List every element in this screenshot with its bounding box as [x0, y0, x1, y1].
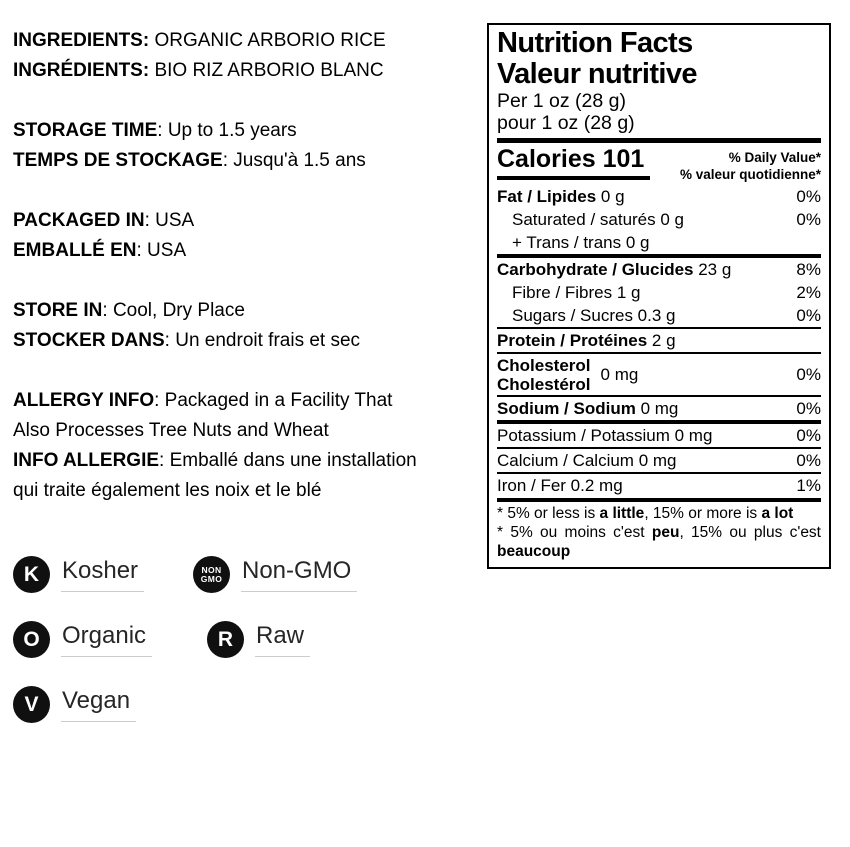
info-section: [13, 386, 481, 506]
text: 0 g: [596, 186, 625, 206]
text: qui traite également les noix et le blé: [13, 480, 322, 501]
bold-text: TEMPS DE STOCKAGE: [13, 150, 223, 171]
text: Also Processes Tree Nuts and Wheat: [13, 420, 329, 441]
text: Sugars / Sucres 0.3 g: [512, 305, 676, 325]
text: Potassium / Potassium 0 mg: [497, 425, 713, 445]
nutrient-row: [497, 352, 821, 395]
non-gmo-icon: [193, 556, 230, 593]
bold-text: STORAGE TIME: [13, 120, 158, 141]
nutrient-name: [497, 187, 796, 207]
daily-value-percent: 0%: [796, 364, 821, 384]
daily-value-percent: 0%: [796, 186, 821, 206]
nutrient-row: [497, 395, 821, 420]
text: 0 mg: [635, 398, 679, 418]
nutrient-name: [497, 426, 796, 446]
organic-badge: [13, 620, 193, 659]
icon-letter: R: [217, 628, 234, 651]
bold-text: a little: [599, 505, 645, 522]
kosher-badge: [13, 555, 193, 594]
info-section: [13, 206, 481, 266]
nutrient-name-line: Cholesterol: [497, 355, 591, 375]
info-section: [13, 296, 481, 356]
nutrient-name: [497, 356, 796, 394]
info-line: [13, 116, 481, 146]
text: ORGANIC ARBORIO RICE: [154, 30, 386, 51]
text: : USA: [144, 210, 195, 231]
text: Saturated / saturés 0 g: [512, 209, 684, 229]
nutrient-name: [497, 210, 796, 230]
nutrient-name: [497, 331, 821, 351]
raw-badge: [207, 620, 310, 659]
nutrient-row: [497, 208, 821, 231]
organic-label: Organic: [61, 623, 152, 657]
nutrient-row: [497, 327, 821, 352]
text: : Un endroit frais et sec: [164, 330, 361, 351]
calories-row: [497, 143, 821, 183]
info-line: [13, 146, 481, 176]
non-gmo-label: Non-GMO: [241, 558, 357, 592]
bold-text: peu: [651, 524, 680, 541]
info-line: [13, 386, 481, 416]
bold-text: Fat / Lipides: [497, 186, 597, 206]
badge-row: [13, 685, 357, 724]
text: : USA: [136, 240, 187, 261]
footnote: [497, 498, 821, 561]
nutrition-title-en: Nutrition Facts: [497, 27, 693, 59]
bold-text: PACKAGED IN: [13, 210, 145, 231]
bold-text: ALLERGY INFO: [13, 390, 155, 411]
bold-text: beaucoup: [497, 543, 571, 560]
badge-row: [13, 620, 357, 659]
vegan-badge: [13, 685, 193, 724]
nutrient-name: [497, 233, 821, 253]
text: * 5% or less is: [497, 505, 600, 522]
info-line: [13, 416, 481, 446]
nutrient-name: [497, 260, 796, 280]
icon-text-line: GMO: [200, 573, 223, 584]
info-line: [13, 476, 481, 506]
text: , 15% ou plus c'est: [679, 524, 821, 541]
daily-value-percent: 1%: [796, 475, 821, 495]
info-line: [13, 56, 481, 86]
nutrient-name: [497, 399, 796, 419]
nutrient-row: [497, 185, 821, 208]
text: BIO RIZ ARBORIO BLANC: [154, 60, 384, 81]
non-gmo-badge: [193, 555, 357, 594]
icon-letter: V: [24, 693, 39, 716]
daily-value-percent: 0%: [796, 209, 821, 229]
serving-size-en: Per 1 oz (28 g): [497, 90, 626, 112]
text: 23 g: [693, 259, 732, 279]
daily-value-percent: 0%: [796, 450, 821, 470]
raw-label: Raw: [255, 623, 310, 657]
bold-text: STOCKER DANS: [13, 330, 165, 351]
nutrient-row: [497, 254, 821, 281]
certification-badges: [13, 555, 357, 750]
nutrient-row: [497, 447, 821, 472]
nutrient-row: [497, 472, 821, 497]
icon-text-line: NON: [201, 564, 222, 575]
text: 2 g: [647, 330, 676, 350]
footnote-fr: [497, 523, 821, 561]
nutrient-name-lines: [497, 356, 591, 394]
info-section: [13, 26, 481, 86]
info-section: [13, 116, 481, 176]
organic-icon: [13, 621, 50, 658]
nutrient-rows: [497, 185, 821, 497]
text: : Up to 1.5 years: [157, 120, 297, 141]
text: Iron / Fer 0.2 mg: [497, 475, 623, 495]
text: Fibre / Fibres 1 g: [512, 282, 641, 302]
badge-row: [13, 555, 357, 594]
kosher-icon: [13, 556, 50, 593]
text: : Emballé dans une installation: [159, 450, 417, 471]
nutrient-name-line: Cholestérol: [497, 374, 591, 394]
bold-text: INGRÉDIENTS:: [13, 60, 155, 81]
footnote-en: [497, 504, 821, 523]
daily-value-percent: 0%: [796, 305, 821, 325]
bold-text: Sodium / Sodium: [497, 398, 636, 418]
icon-letter: K: [23, 563, 40, 586]
text: : Packaged in a Facility That: [154, 390, 393, 411]
text: * 5% ou moins c'est: [497, 524, 652, 541]
bold-text: STORE IN: [13, 300, 103, 321]
kosher-label: Kosher: [61, 558, 144, 592]
vegan-icon: [13, 686, 50, 723]
serving-size-fr: pour 1 oz (28 g): [497, 112, 635, 134]
bold-text: INGREDIENTS:: [13, 30, 155, 51]
info-line: [13, 206, 481, 236]
nutrient-row: [497, 281, 821, 304]
calories-value: Calories 101: [497, 146, 650, 180]
text: : Cool, Dry Place: [102, 300, 245, 321]
bold-text: Carbohydrate / Glucides: [497, 259, 694, 279]
text: Calcium / Calcium 0 mg: [497, 450, 677, 470]
daily-value-header: [680, 146, 821, 183]
nutrient-name: [497, 306, 796, 326]
info-line: [13, 446, 481, 476]
info-line: [13, 26, 481, 56]
info-line: [13, 236, 481, 266]
raw-icon: [207, 621, 244, 658]
vegan-label: Vegan: [61, 688, 136, 722]
icon-letter: O: [23, 628, 40, 651]
nutrition-title-fr: Valeur nutritive: [497, 58, 697, 90]
nutrient-name: [497, 451, 796, 471]
nutrient-row: [497, 420, 821, 447]
bold-text: Protein / Protéines: [497, 330, 648, 350]
text: , 15% or more is: [644, 505, 762, 522]
text: : Jusqu'à 1.5 ans: [222, 150, 366, 171]
nutrient-row: [497, 231, 821, 254]
bold-text: INFO ALLERGIE: [13, 450, 160, 471]
nutrient-amount: 0 mg: [600, 364, 639, 384]
nutrition-facts-panel: [487, 23, 831, 569]
nutrient-row: [497, 304, 821, 327]
daily-value-percent: 0%: [796, 398, 821, 418]
info-line: [13, 296, 481, 326]
bold-text: EMBALLÉ EN: [13, 240, 137, 261]
info-line: [13, 326, 481, 356]
nutrient-name: [497, 283, 796, 303]
nutrient-name: [497, 476, 796, 496]
daily-value-percent: 2%: [796, 282, 821, 302]
product-info-column: [13, 26, 481, 536]
daily-value-header-fr: % valeur quotidienne*: [679, 166, 821, 182]
daily-value-header-en: % Daily Value*: [728, 150, 821, 165]
text: + Trans / trans 0 g: [512, 232, 650, 252]
daily-value-percent: 0%: [796, 425, 821, 445]
daily-value-percent: 8%: [796, 259, 821, 279]
bold-text: a lot: [761, 505, 794, 522]
